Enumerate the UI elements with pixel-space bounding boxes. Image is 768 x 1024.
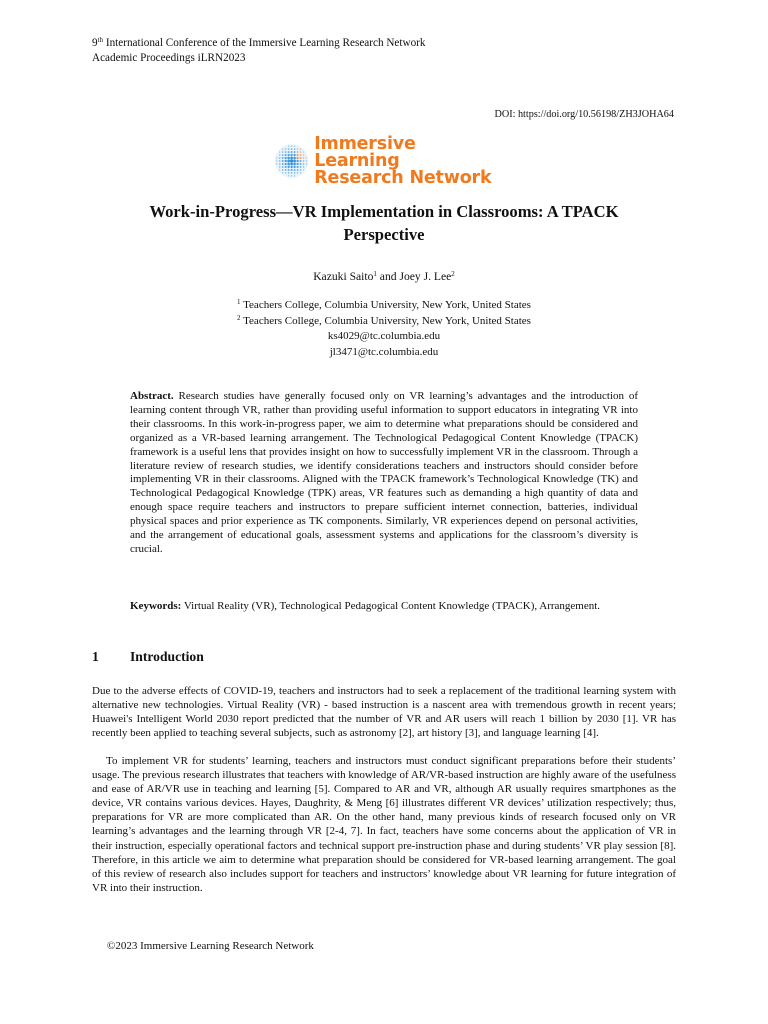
email-1[interactable]: ks4029@tc.columbia.edu bbox=[327, 330, 441, 342]
author-joiner: and bbox=[376, 270, 400, 283]
logo-line-2: Research Network bbox=[314, 167, 492, 188]
author-2: Joey J. Lee bbox=[399, 270, 452, 283]
keywords-block bbox=[130, 600, 638, 614]
logo-line-1: Immersive Learning bbox=[314, 133, 416, 171]
author-1-affil-mark: 1 bbox=[373, 270, 377, 278]
conference-ordinal-suffix: th bbox=[97, 36, 104, 44]
email-2[interactable]: jl3471@tc.columbia.edu bbox=[329, 345, 439, 358]
section-title: Introduction bbox=[130, 649, 204, 664]
copyright-footer: ©2023 Immersive Learning Research Network bbox=[107, 940, 314, 952]
conference-title: International Conference of the Immersive Learning Research Network bbox=[103, 37, 426, 49]
author-2-affil-mark: 2 bbox=[451, 270, 455, 278]
affiliation-1-text: Teachers College, Columbia University, New York, United States bbox=[240, 299, 531, 311]
affiliation-1 bbox=[0, 298, 768, 314]
abstract-block bbox=[130, 390, 638, 557]
paper-title bbox=[100, 200, 668, 246]
abstract-text: Research studies have generally focused only on VR learning’s advantages and the introduction of learning content through VR, rather than providing useful information to support educators in integrating VR into their classrooms. In this work-in-progress paper, we aim to determine what preparations should be considered and organized as a VR-based learning arrangement. The Technological Pedagogical Content Knowledge (TPACK) framework is a useful lens that provides insight on how to successfully implement VR in the classroom. Through a literature review of research studies, we identify considerations teachers and instructors should consider before implementing VR in their classrooms. Aligned with the TPACK framework’s Technological Knowledge (TK) and Technological Pedagogical Knowledge (TPK) areas, VR features such as demanding a high quantity of data and enough space require teachers and instructors to prepare sufficient internet connection, batteries, individual physical spaces and prior experience as TK components. Similarly, VR experiences depend on personal activities, and the arrangement of educational goals, assessment systems and applications for the classroom’s diversity is crucial. bbox=[130, 390, 638, 555]
author-1: Kazuki Saito bbox=[313, 270, 374, 283]
affiliations bbox=[0, 298, 768, 360]
paragraph-2: To implement VR for students’ learning, teachers and instructors must conduct significant preparations before their students’ usage. The previous research illustrates that teachers with knowledge of AR/VR-based instruction are highly aware of the usefulness and ease of AR/VR use in teaching and learning [5]. Compared to AR and VR, although AR usually requires smartphones as the device, VR contains various devices. Hayes, Daughrity, & Meng [6] illustrates different VR devices’ utilization respectively; thus, preparations for VR are more complicated than AR. On the other hand, many previous kinds of research focused only on VR learning’s advantages and the learning through VR [2-4, 7]. In fact, teachers have some concerns about the application of VR in their instruction, especially operational factors and technical support pre-instruction phase and during students’ VR play session [8]. Therefore, in this article we aim to determine what preparation should be considered for VR-based learning arrangement. The goal of this review of research also includes support for teachers and instructors’ knowledge about VR learning for future integration of VR into their instruction. bbox=[92, 755, 676, 894]
running-header bbox=[92, 36, 426, 66]
title-line-2: Perspective bbox=[343, 225, 425, 244]
title-line-1: Work-in-Progress—VR Implementation in Classrooms: A TPACK bbox=[149, 202, 619, 221]
affiliation-1-mark: 1 bbox=[237, 298, 241, 306]
proceedings-name: Academic Proceedings iLRN2023 bbox=[92, 52, 246, 64]
keywords-label: Keywords: bbox=[130, 600, 182, 612]
conference-ordinal: 9 bbox=[92, 37, 98, 49]
doi-line: DOI: https://doi.org/10.56198/ZH3JOHA64 bbox=[494, 109, 674, 120]
logo-wordmark bbox=[314, 133, 503, 188]
ilrn-logo bbox=[273, 133, 503, 188]
affiliation-2-mark: 2 bbox=[237, 313, 241, 322]
affiliation-2 bbox=[0, 314, 768, 330]
keywords-text: Virtual Reality (VR), Technological Pedagogical Content Knowledge (TPACK), Arrangement. bbox=[181, 600, 601, 612]
affiliation-2-text: Teachers College, Columbia University, New York, United States bbox=[240, 314, 531, 327]
globe-dots-icon bbox=[273, 142, 310, 180]
author-list bbox=[0, 270, 768, 283]
paragraph-1: Due to the adverse effects of COVID-19, teachers and instructors had to seek a replacement of the traditional learning system with alternative new technologies. Virtual Reality (VR) - based instruction is a nascent area with tremendous growth in recent years; Huawei's Intelligent World 2030 report predicted that the number of VR and AR users will reach 1 billion by 2030 [1]. VR has recently been applied to teaching several subjects, such as astronomy [2], art history [3], and language learning [4]. bbox=[92, 685, 676, 740]
section-heading bbox=[92, 649, 204, 665]
section-number: 1 bbox=[92, 649, 99, 664]
conference-name bbox=[92, 36, 426, 51]
abstract-label: Abstract. bbox=[130, 390, 174, 402]
